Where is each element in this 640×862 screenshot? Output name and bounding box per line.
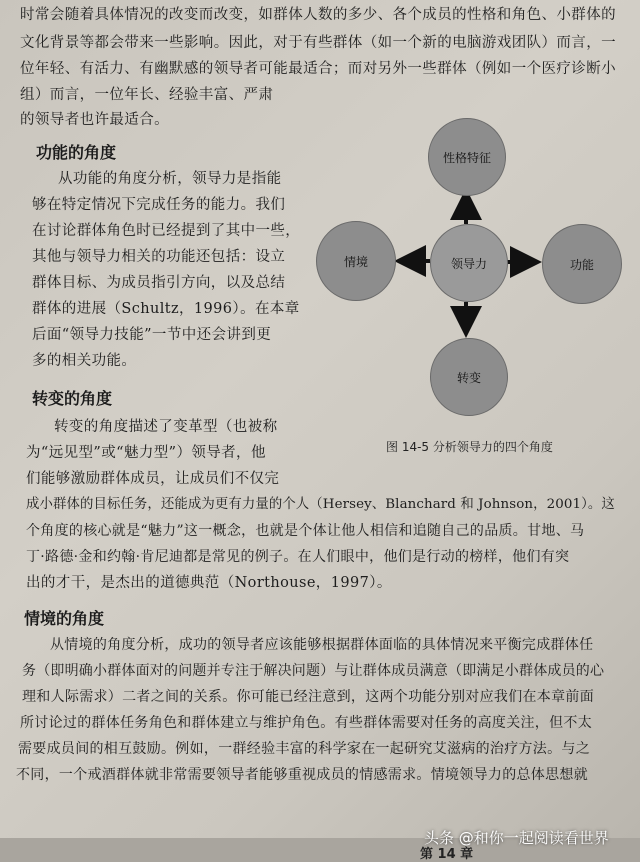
text-line: 从功能的角度分析，领导力是指能	[58, 171, 282, 187]
section-heading: 转变的角度	[32, 389, 113, 408]
text-line: 转变的角度描述了变革型（也被称	[54, 419, 278, 435]
section-heading: 情境的角度	[24, 609, 105, 628]
text-line: 理和人际需求）二者之间的关系。你可能已经注意到，这两个功能分别对应我们在本章前面	[22, 689, 594, 705]
text-line: 为“远见型”或“魅力型”）领导者，他	[26, 445, 266, 461]
chapter-label: 第 14 章	[420, 847, 474, 862]
node-function: 功能	[542, 224, 622, 304]
text-line: 够在特定情况下完成任务的能力。我们	[32, 197, 286, 213]
node-leadership: 领导力	[430, 224, 508, 302]
watermark: 头条 @和你一起阅读看世界	[424, 829, 609, 847]
text-line: 后面“领导力技能”一节中还会讲到更	[32, 327, 272, 343]
text-line: 组）而言，一位年长、经验丰富、严肃	[20, 87, 274, 103]
text-line: 在讨论群体角色时已经提到了其中一些，	[32, 223, 301, 239]
text-line: 成小群体的目标任务，还能成为更有力量的个人（Hersey、Blanchard 和 Johnson，2001）。这	[26, 497, 615, 512]
text-line: 丁·路德·金和约翰·肯尼迪都是常见的例子。在人们眼中，他们是行动的榜样，他们有突	[26, 549, 570, 565]
node-situation: 情境	[316, 221, 396, 301]
text-line: 的领导者也许最适合。	[20, 112, 169, 128]
text-line: 从情境的角度分析，成功的领导者应该能够根据群体面临的具体情况来平衡完成群体任	[50, 637, 594, 653]
text-line: 群体目标、为成员指引方向，以及总结	[32, 275, 286, 291]
text-line: 不同，一个戒酒群体就非常需要领导者能够重视成员的情感需求。情境领导力的总体思想就	[16, 767, 588, 783]
text-line: 其他与领导力相关的功能还包括：设立	[32, 249, 286, 265]
text-line: 个角度的核心就是“魅力”这一概念，也就是个体让他人相信和追随自己的品质。甘地、马	[26, 523, 585, 539]
section-heading: 功能的角度	[36, 143, 117, 162]
text-line: 群体的进展（Schultz，1996）。在本章	[32, 301, 300, 317]
text-line: 多的相关功能。	[32, 353, 137, 369]
text-line: 需要成员间的相互鼓励。例如，一群经验丰富的科学家在一起研究艾滋病的治疗方法。与之	[18, 741, 590, 757]
text-line: 出的才干，是杰出的道德典范（Northouse，1997）。	[26, 575, 392, 591]
text-line: 务（即明确小群体面对的问题并专注于解决问题）与让群体成员满意（即满足小群体成员的心	[22, 663, 605, 679]
text-line: 时常会随着具体情况的改变而改变，如群体人数的多少、各个成员的性格和角色、小群体的	[20, 7, 616, 23]
node-personality: 性格特征	[428, 118, 506, 196]
node-transformation: 转变	[430, 338, 508, 416]
text-line: 位年轻、有活力、有幽默感的领导者可能最适合；而对另外一些群体（例如一个医疗诊断小	[20, 61, 616, 77]
text-line: 文化背景等都会带来一些影响。因此，对于有些群体（如一个新的电脑游戏团队）而言，一	[20, 35, 616, 51]
text-line: 所讨论过的群体任务角色和群体建立与维护角色。有些群体需要对任务的高度关注，但不太	[20, 715, 592, 731]
text-line: 们能够激励群体成员，让成员们不仅完	[26, 471, 280, 487]
figure-caption: 图 14-5 分析领导力的四个角度	[386, 440, 553, 454]
